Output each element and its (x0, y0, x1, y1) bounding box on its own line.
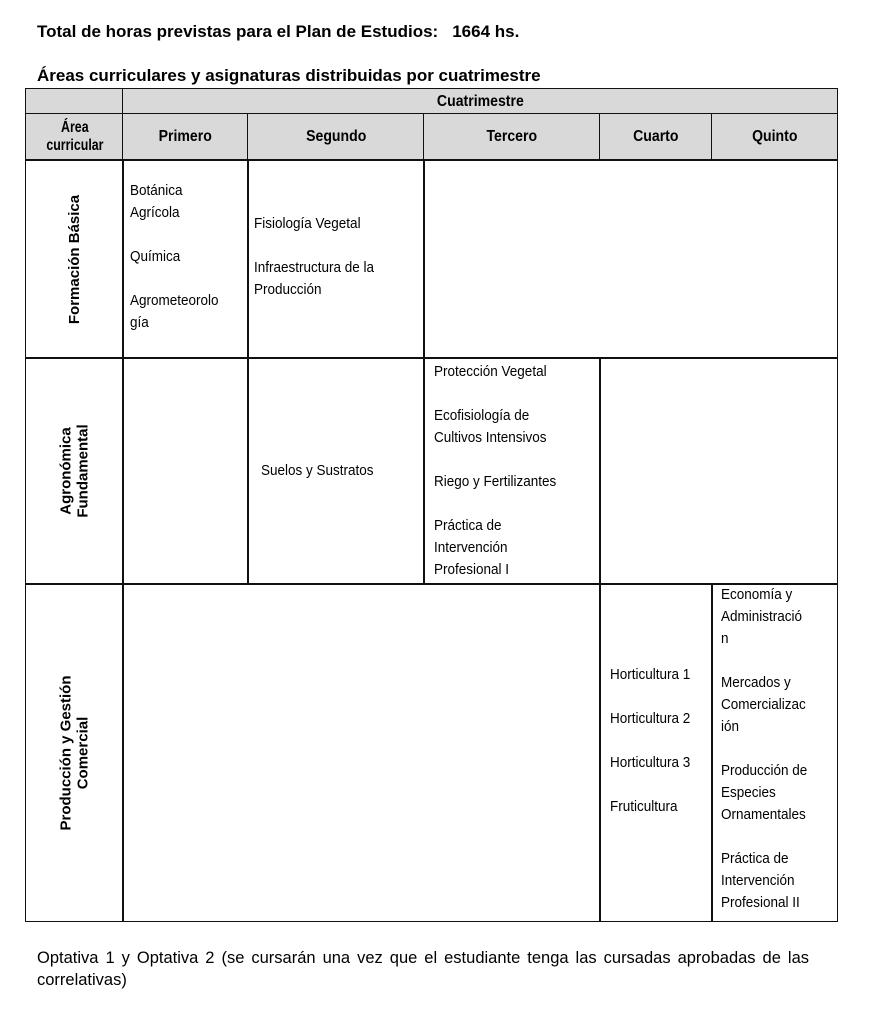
subject-line: Administració (721, 608, 803, 625)
subject-line: Protección Vegetal (434, 363, 547, 380)
subject-line: Intervención (434, 539, 508, 556)
cell-af-tercero (423, 357, 601, 585)
subject-line: Práctica de (721, 850, 789, 867)
subject-line: Intervención (721, 872, 795, 889)
subject-line: Cultivos Intensivos (434, 429, 547, 446)
area-label-line-1: Producción y Gestión (57, 674, 75, 831)
area-agronomica-fundamental-label (58, 424, 92, 517)
spacer (721, 738, 807, 760)
area-produccion-gestion (25, 583, 124, 922)
subject-line: Horticultura 2 (610, 710, 691, 727)
subject-line: Profesional II (721, 894, 800, 911)
cell-af-segundo-text (261, 460, 374, 482)
column-header-tercero (423, 113, 601, 161)
column-header-segundo-text: Segundo (305, 128, 367, 145)
area-produccion-gestion-label (58, 675, 92, 830)
cell-fb-segundo-text (254, 213, 374, 301)
subject-line: Suelos y Sustratos (261, 462, 374, 479)
total-hours-value: 1664 hs. (452, 22, 520, 41)
subject-line: Botánica (130, 182, 183, 199)
subject-line: Comercializac (721, 696, 806, 713)
subject-line: Producción (254, 281, 322, 298)
subject-line: Fisiología Vegetal (254, 215, 361, 232)
cuatrimestre-header (122, 88, 838, 115)
subject-line: Horticultura 3 (610, 754, 691, 771)
cell-pg-cuarto-text (610, 664, 690, 818)
subject-line: Producción de (721, 762, 808, 779)
curriculum-table (25, 88, 838, 922)
area-formacion-basica (25, 159, 124, 359)
subject-line: Agrícola (130, 204, 180, 221)
corner-header-cell (25, 88, 124, 115)
spacer (610, 774, 690, 796)
area-header-line-1: Área (60, 119, 89, 136)
total-hours-line (37, 22, 519, 42)
subject-line: Riego y Fertilizantes (434, 473, 557, 490)
cell-pg-quinto-text (721, 584, 807, 914)
cell-af-segundo (247, 357, 425, 585)
cell-af-primero (122, 357, 249, 585)
area-curricular-header (25, 113, 124, 161)
table-subtitle: Áreas curriculares y asignaturas distribuidas por cuatrimestre (37, 66, 541, 85)
column-header-primero-text: Primero (158, 128, 213, 145)
area-label-line-2: Fundamental (74, 424, 92, 518)
column-header-cuarto (599, 113, 713, 161)
spacer (721, 826, 807, 848)
cell-pg-cuarto (599, 583, 713, 922)
spacer (434, 493, 556, 515)
column-header-primero (122, 113, 249, 161)
spacer (130, 268, 219, 290)
column-header-quinto (711, 113, 838, 161)
cell-af-tercero-text (434, 361, 556, 581)
spacer (610, 686, 690, 708)
subject-line: Especies (721, 784, 776, 801)
area-header-line-2: curricular (45, 137, 104, 154)
cell-fb-empty (423, 159, 838, 359)
cell-fb-primero (122, 159, 249, 359)
area-agronomica-fundamental (25, 357, 124, 585)
subject-line: n (721, 630, 729, 647)
area-label-line-1: Agronómica (57, 427, 75, 515)
spacer (254, 235, 374, 257)
spacer (434, 383, 556, 405)
spacer (130, 224, 219, 246)
subject-line: Práctica de (434, 517, 502, 534)
column-header-segundo (247, 113, 425, 161)
column-header-tercero-text: Tercero (486, 128, 538, 145)
subject-line: Profesional I (434, 561, 510, 578)
subject-line: Química (130, 248, 181, 265)
area-formacion-basica-label: Formación Básica (66, 194, 83, 324)
subject-line: Ornamentales (721, 806, 806, 823)
subject-line: Horticultura 1 (610, 666, 691, 683)
spacer (434, 449, 556, 471)
subject-line: Economía y (721, 586, 793, 603)
column-header-cuarto-text: Cuarto (633, 128, 679, 145)
cell-fb-segundo (247, 159, 425, 359)
subject-line: ión (721, 718, 740, 735)
cell-pg-quinto (711, 583, 838, 922)
spacer (610, 730, 690, 752)
area-label-line-2: Comercial (74, 716, 92, 789)
cell-fb-primero-text (130, 180, 219, 334)
subject-line: Fruticultura (610, 798, 678, 815)
subject-line: Mercados y (721, 674, 791, 691)
cuatrimestre-header-text: Cuatrimestre (436, 92, 524, 110)
subject-line: Infraestructura de la (254, 259, 375, 276)
subject-line: gía (130, 314, 149, 331)
optativas-note: Optativa 1 y Optativa 2 (se cursarán una vez que el estudiante tenga las cursadas aprobadas de las correlativas) (37, 949, 809, 989)
spacer (721, 650, 807, 672)
column-header-quinto-text: Quinto (751, 128, 798, 145)
subject-line: Agrometeorolo (130, 292, 219, 309)
cell-pg-empty (122, 583, 601, 922)
total-hours-label: Total de horas previstas para el Plan de Estudios: (37, 22, 439, 41)
cell-af-empty (599, 357, 838, 585)
subject-line: Ecofisiología de (434, 407, 530, 424)
